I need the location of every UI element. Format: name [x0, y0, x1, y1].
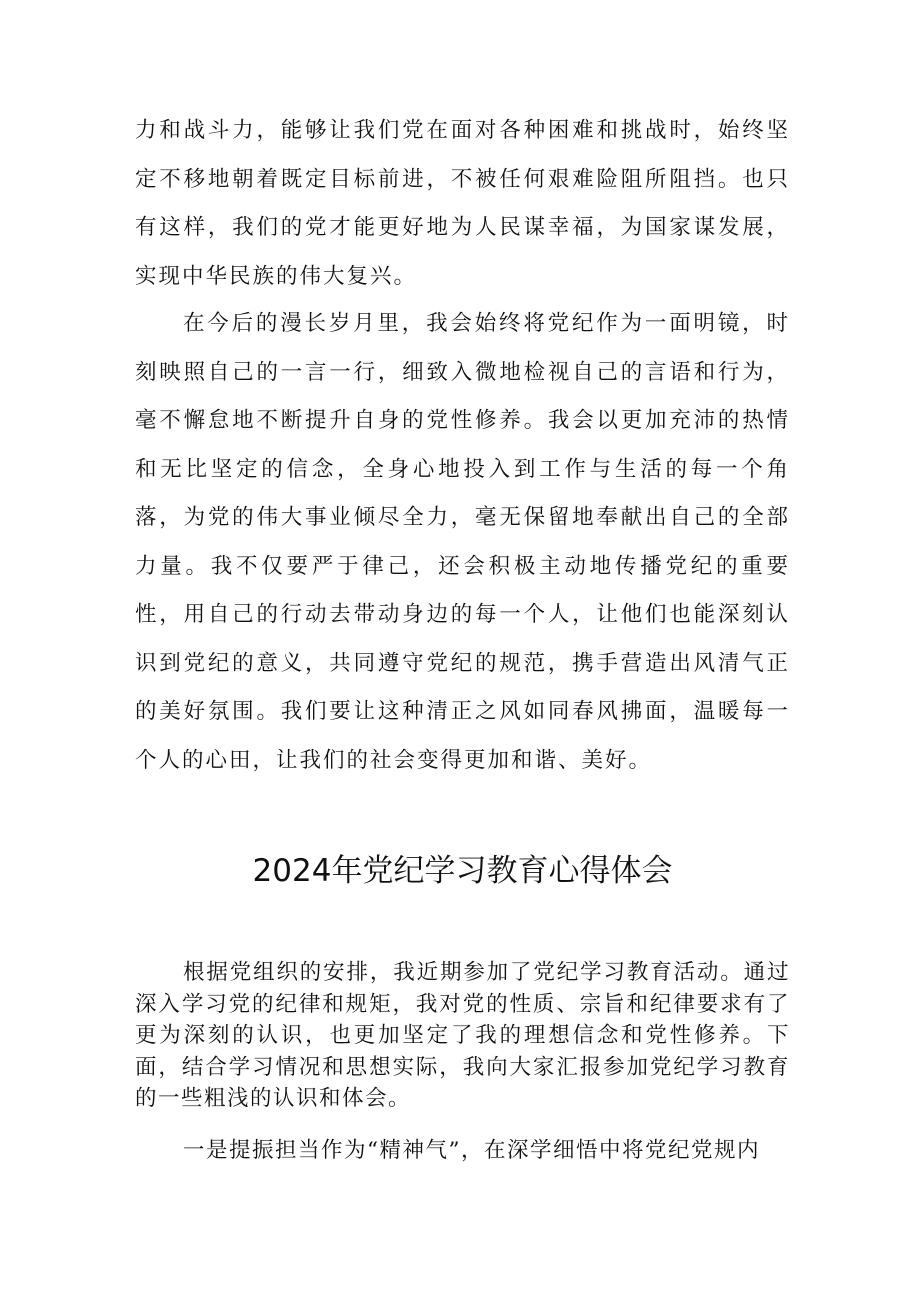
paragraph-continued: 力和战斗力，能够让我们党在面对各种困难和挑战时，始终坚定不移地朝着既定目标前进，不被任何艰难险阻所阻挡。也只有这样，我们的党才能更好地为人民谋幸福，为国家谋发展，实现中华民族的伟大复兴。	[135, 118, 790, 289]
paragraph-reflection: 在今后的漫长岁月里，我会始终将党纪作为一面明镜，时刻映照自己的一言一行，细致入微地检视自己的言语和行为，毫不懈怠地不断提升自身的党性修养。我会以更加充沛的热情和无比坚定的信念，全身心地投入到工作与生活的每一个角落，为党的伟大事业倾尽全力，毫无保留地奉献出自己的全部力量。我不仅要严于律己，还会积极主动地传播党纪的重要性，用自己的行动去带动身边的每一个人，让他们也能深刻认识到党纪的意义，共同遵守党纪的规范，携手营造出风清气正的美好氛围。我们要让这种清正之风如同春风拂面，温暖每一个人的心田，让我们的社会变得更加和谐、美好。	[135, 311, 790, 773]
document-title: 2024年党纪学习教育心得体会	[252, 853, 673, 889]
paragraph-point-one: 一是提振担当作为“精神气”，在深学细悟中将党纪党规内	[183, 1138, 760, 1163]
paragraph-introduction: 根据党组织的安排，我近期参加了党纪学习教育活动。通过深入学习党的纪律和规矩，我对党的性质、宗旨和纪律要求有了更为深刻的认识，也更加坚定了我的理想信念和党性修养。下面，结合学习情况和思想实际，我向大家汇报参加党纪学习教育的一些粗浅的认识和体会。	[135, 960, 790, 1111]
